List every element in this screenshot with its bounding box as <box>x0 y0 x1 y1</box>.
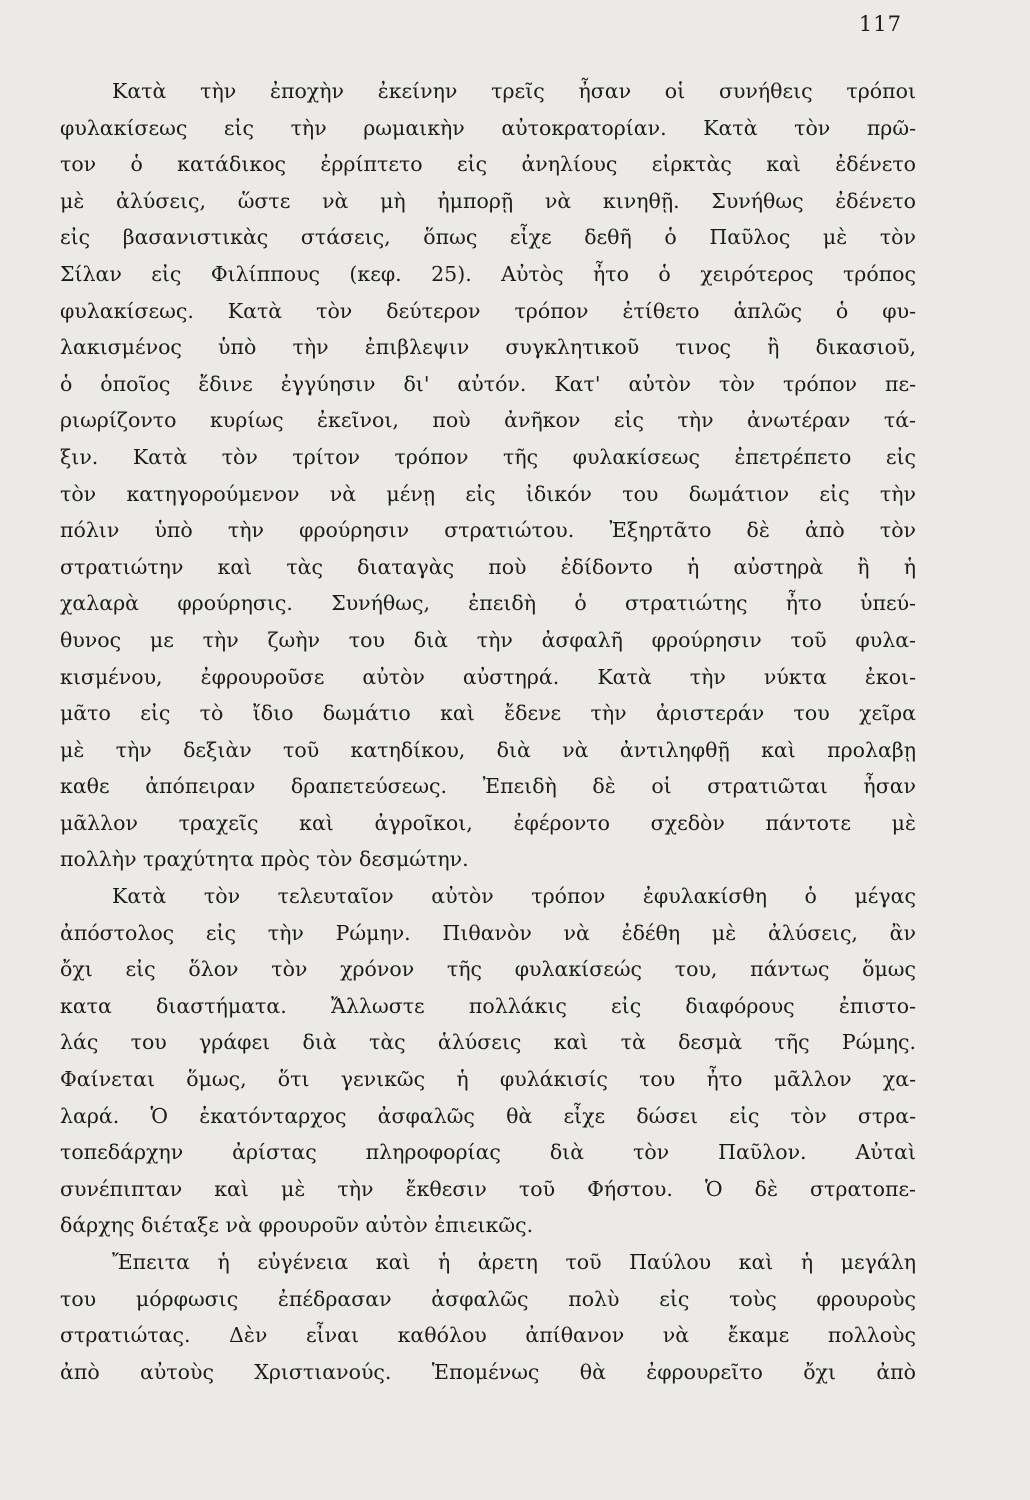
text-line: τοπεδάρχην ἀρίστας πληροφορίας διὰ τὸν Παῦλον. Αὐταὶ <box>60 1140 916 1165</box>
text-line: στρατιώτην καὶ τὰς διαταγὰς ποὺ ἐδίδοντο ἡ αὐστηρὰ ἢ ἡ <box>60 554 916 579</box>
text-line: Σίλαν εἰς Φιλίππους (κεφ. 25). Αὐτὸς ἦτο ὁ χειρότερος τρόπος <box>60 261 916 286</box>
text-line: στρατιώτας. Δὲν εἶναι καθόλου ἀπίθανον νὰ ἔκαμε πολλοὺς <box>60 1323 916 1348</box>
page-number: 117 <box>858 12 902 36</box>
text-line: ἀπὸ αὐτοὺς Χριστιανούς. Ἑπομένως θὰ ἐφρουρεῖτο ὄχι ἀπὸ <box>60 1359 916 1384</box>
text-line: ὄχι εἰς ὅλον τὸν χρόνον τῆς φυλακίσεώς του, πάντως ὅμως <box>60 957 916 982</box>
text-line: κατα διαστήματα. Ἄλλωστε πολλάκις εἰς διαφόρους ἐπιστο- <box>60 993 916 1018</box>
text-line: λακισμένος ὑπὸ τὴν ἐπιβλεψιν συγκλητικοῦ τινος ἢ δικασιοῦ, <box>60 335 916 360</box>
text-line: τὸν κατηγορούμενον νὰ μένῃ εἰς ἰδικόν του δωμάτιον εἰς τὴν <box>60 481 916 506</box>
text-line: συνέπιπταν καὶ μὲ τὴν ἔκθεσιν τοῦ Φήστου. Ὁ δὲ στρατοπε- <box>60 1176 916 1201</box>
text-line: λαρά. Ὁ ἑκατόνταρχος ἀσφαλῶς θὰ εἶχε δώσει εἰς τὸν στρα- <box>60 1103 916 1128</box>
paragraph-3 <box>60 1244 916 1390</box>
text-line: χαλαρὰ φρούρησις. Συνήθως, ἐπειδὴ ὁ στρατιώτης ἦτο ὑπεύ- <box>60 591 916 616</box>
text-line: ὁ ὁποῖος ἔδινε ἐγγύησιν δι' αὐτόν. Κατ' αὐτὸν τὸν τρόπον πε- <box>60 371 916 396</box>
text-line: πόλιν ὑπὸ τὴν φρούρησιν στρατιώτου. Ἐξηρτᾶτο δὲ ἀπὸ τὸν <box>60 518 916 543</box>
body-text <box>60 73 916 1390</box>
text-line: μᾶτο εἰς τὸ ἴδιο δωμάτιο καὶ ἔδενε τὴν ἀριστεράν του χεῖρα <box>60 701 916 726</box>
paragraph-2 <box>60 878 916 1244</box>
text-line: του μόρφωσις ἐπέδρασαν ἀσφαλῶς πολὺ εἰς τοὺς φρουροὺς <box>60 1286 916 1311</box>
text-line: καθε ἀπόπειραν δραπετεύσεως. Ἐπειδὴ δὲ οἱ στρατιῶται ἦσαν <box>60 774 916 799</box>
text-line: φυλακίσεως. Κατὰ τὸν δεύτερον τρόπον ἐτίθετο ἁπλῶς ὁ φυ- <box>60 298 916 323</box>
text-line: εἰς βασανιστικὰς στάσεις, ὅπως εἶχε δεθῆ ὁ Παῦλος μὲ τὸν <box>60 225 916 250</box>
text-line: τον ὁ κατάδικος ἐρρίπτετο εἰς ἀνηλίους εἰρκτὰς καὶ ἐδένετο <box>60 152 916 177</box>
text-line: μὲ τὴν δεξιὰν τοῦ κατηδίκου, διὰ νὰ ἀντιληφθῇ καὶ προλαβῃ <box>60 737 916 762</box>
text-line: μᾶλλον τραχεῖς καὶ ἀγροῖκοι, ἐφέροντο σχεδὸν πάντοτε μὲ <box>60 810 916 835</box>
text-line: φυλακίσεως εἰς τὴν ρωμαικὴν αὐτοκρατορίαν. Κατὰ τὸν πρῶ- <box>60 115 916 140</box>
text-line: Ἔπειτα ἡ εὐγένεια καὶ ἡ ἀρετη τοῦ Παύλου καὶ ἡ μεγάλη <box>112 1250 916 1274</box>
text-line: ἀπόστολος εἰς τὴν Ρώμην. Πιθανὸν νὰ ἐδέθη μὲ ἀλύσεις, ἂν <box>60 920 916 945</box>
text-line: κισμένου, ἐφρουροῦσε αὐτὸν αὐστηρά. Κατὰ τὴν νύκτα ἐκοι- <box>60 664 916 689</box>
text-line: θυνος με τὴν ζωὴν του διὰ τὴν ἀσφαλῆ φρούρησιν τοῦ φυλα- <box>60 627 916 652</box>
text-line: μὲ ἀλύσεις, ὥστε νὰ μὴ ἠμπορῇ νὰ κινηθῇ. Συνήθως ἐδένετο <box>60 188 916 213</box>
text-line: πολλὴν τραχύτητα πρὸς τὸν δεσμώτην. <box>60 847 469 872</box>
text-line: λάς του γράφει διὰ τὰς ἁλύσεις καὶ τὰ δεσμὰ τῆς Ρώμης. <box>60 1030 916 1055</box>
text-line: Κατὰ τὸν τελευταῖον αὐτὸν τρόπον ἐφυλακίσθη ὁ μέγας <box>112 884 916 909</box>
text-line: ξιν. Κατὰ τὸν τρίτον τρόπον τῆς φυλακίσεως ἐπετρέπετο εἰς <box>60 444 916 469</box>
paragraph-1 <box>60 73 916 878</box>
text-line: Φαίνεται ὅμως, ὅτι γενικῶς ἡ φυλάκισίς του ἦτο μᾶλλον χα- <box>60 1067 916 1092</box>
text-line: ριωρίζοντο κυρίως ἐκεῖνοι, ποὺ ἀνῆκον εἰς τὴν ἀνωτέραν τά- <box>60 408 916 433</box>
text-line: Κατὰ τὴν ἐποχὴν ἐκείνην τρεῖς ἦσαν οἱ συνήθεις τρόποι <box>112 79 916 103</box>
text-line: δάρχης διέταξε νὰ φρουροῦν αὐτὸν ἐπιεικῶς. <box>60 1213 534 1238</box>
